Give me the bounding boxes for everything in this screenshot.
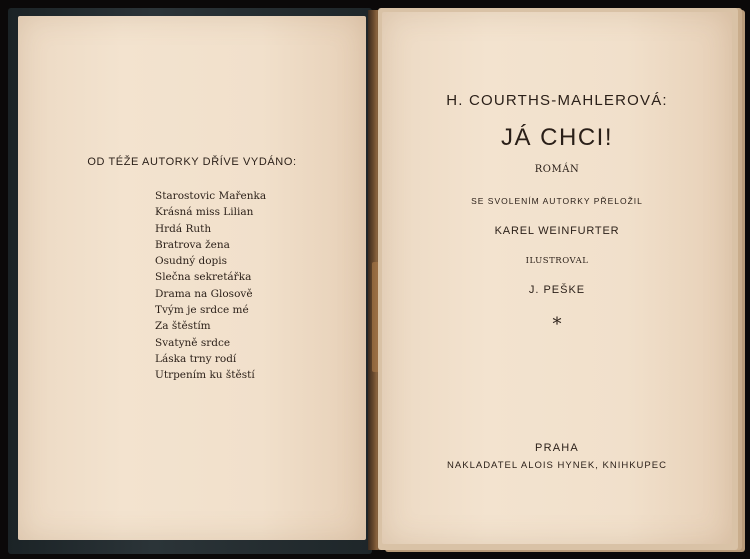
list-item: Drama na Glosově [155,287,253,300]
book-title: JÁ CHCI! [500,124,613,151]
list-item: Utrpením ku štěstí [155,369,255,382]
left-page [18,16,366,540]
publisher-name: NAKLADATEL ALOIS HYNEK, KNIHKUPEC [447,460,667,471]
author-name: H. COURTHS-MAHLEROVÁ: [446,92,668,109]
illustrator-name: J. PEŠKE [528,284,586,296]
other-works-heading: OD TÉŽE AUTORKY DŘÍVE VYDÁNO: [87,156,297,168]
list-item: Bratrova žena [155,238,230,251]
translation-note: SE SVOLENÍM AUTORKY PŘELOŽIL [471,196,643,206]
publication-city: PRAHA [535,442,579,454]
asterisk-ornament: * [552,314,562,335]
list-item: Tvým je srdce mé [155,304,249,317]
list-item: Starostovic Mařenka [155,190,267,202]
translator-name: KAREL WEINFURTER [494,225,620,237]
list-item: Láska trny rodí [155,352,237,365]
list-item: Svatyně srdce [155,336,231,349]
illustration-note: ILUSTROVAL [525,256,589,266]
list-item: Osudný dopis [155,255,228,268]
list-item: Slečna sekretářka [155,271,252,284]
other-works-list [155,188,266,384]
title-page [382,12,732,544]
list-item: Za štěstím [155,320,211,333]
list-item: Hrdá Ruth [155,222,212,235]
genre-label: ROMÁN [534,164,580,175]
list-item: Krásná miss Lilian [155,206,254,219]
